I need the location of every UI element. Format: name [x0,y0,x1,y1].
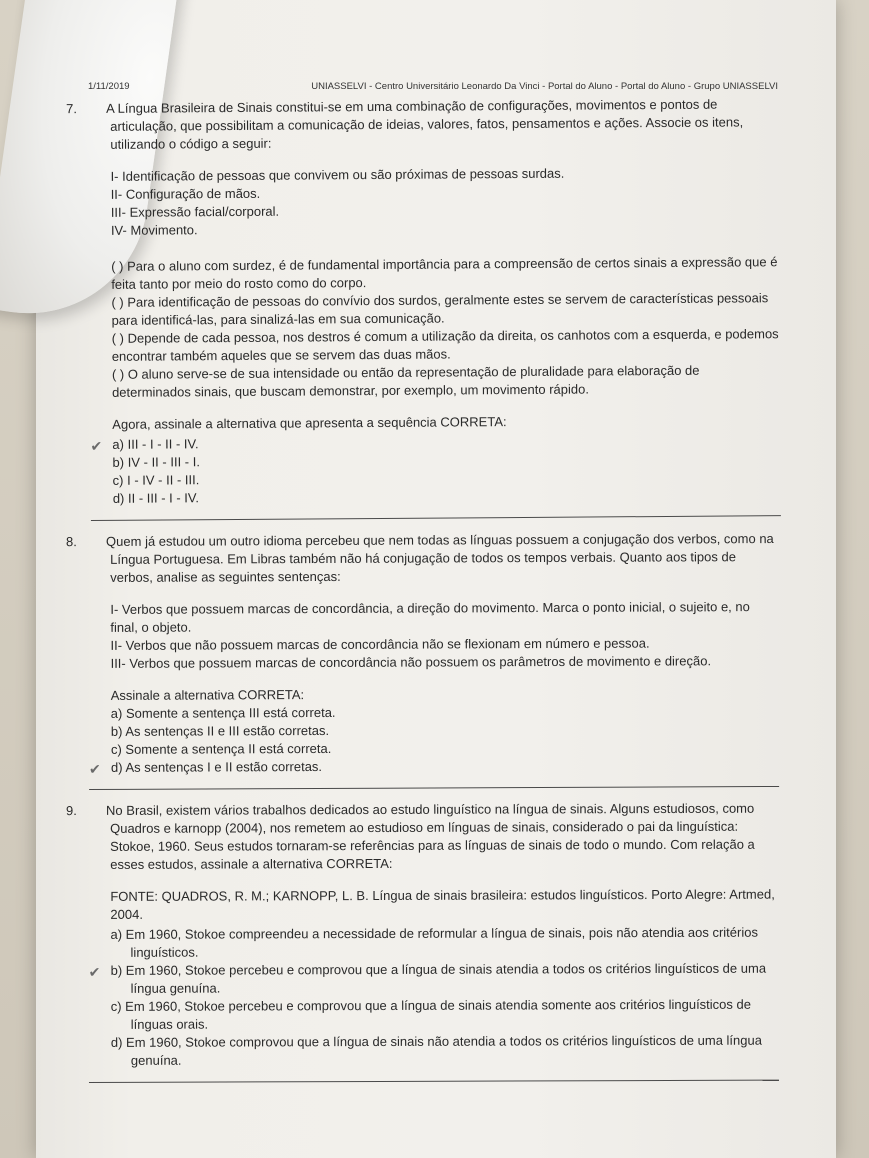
page-content [66,78,779,1095]
question-9-options [88,924,778,1070]
question-7 [66,95,781,521]
question-number: 8. [66,534,77,550]
question-8-options [89,702,779,777]
option-text: b) Em 1960, Stokoe percebeu e comprovou que a língua de sinais atendia a todos os critérios linguísticos de uma língua genuína. [110,960,767,996]
question-7-items [88,163,778,240]
option-text: c) Somente a sentença II está correta. [110,740,332,757]
option-d [88,756,779,777]
option-text: c) Em 1960, Stokoe percebeu e comprovou que a língua de sinais atendia somente aos critérios linguísticos de línguas orais. [110,996,752,1032]
option-d [111,1032,779,1070]
stem-text: A Língua Brasileira de Sinais constitui-se em uma combinação de configurações, movimentos e pontos de articulação, que possibilitam a comunicação de ideias, valores, fatos, pensamentos e ações. Associe os itens, utilizando o código a seguir: [106,96,744,152]
question-8 [66,530,779,790]
statement: ( ) Depende de cada pessoa, nos destros é comum a utilização da direita, os canhotos com a esquerda, e podemos encontrar também aqueles que se servem das duas mãos. [111,326,779,364]
separator-line [91,515,781,521]
option-text: b) IV - II - III - I. [112,454,200,470]
option-a [110,924,778,962]
sentence: II- Verbos que não possuem marcas de concordância não se flexionam em número e pessoa. [110,635,650,653]
option-b [88,960,779,998]
statement: ( ) O aluno serve-se de sua intensidade ou então da representação de pluralidade para elaboração de determinados sinais, que buscam demonstrar, por exemplo, um movimento rápido. [111,362,700,400]
question-8-prompt: Assinale a alternativa CORRETA: [110,687,305,703]
separator-line [89,786,779,790]
option-text: a) III - I - II - IV. [112,436,199,452]
sentence: III- Verbos que possuem marcas de concordância não possuem os parâmetros de movimento e direção. [110,653,712,671]
option-text: a) Somente a sentença III está correta. [110,704,336,721]
question-8-stem [66,530,778,587]
option-text: c) I - IV - II - III. [112,472,200,488]
check-mark-icon: ✔ [90,437,103,454]
check-mark-icon: ✔ [88,760,101,777]
option-text: b) As sentenças II e III estão corretas. [110,722,330,739]
question-9 [66,800,779,1083]
item: II- Configuração de mãos. [110,185,261,202]
item: I- Identificação de pessoas que convivem ou são próximas de pessoas surdas. [110,165,565,184]
item: IV- Movimento. [110,222,198,238]
item: III- Expressão facial/corporal. [110,203,280,220]
option-d [113,485,781,508]
question-9-source: FONTE: QUADROS, R. M.; KARNOPP, L. B. Língua de sinais brasileira: estudos linguísticos. Porto Alegre: Artmed, 2004. [110,886,775,922]
option-text: d) As sentenças I e II estão corretas. [110,758,323,775]
statement: ( ) Para identificação de pessoas do convívio dos surdos, geralmente estes se servem de características pessoais para identificá-las, para sinalizá-las em sua comunicação. [111,290,769,328]
question-7-statements [89,253,780,402]
portal-title: UNIASSELVI - Centro Universitário Leonardo Da Vinci - Portal do Aluno - Portal do Aluno - Grupo UNIASSELVI [311,81,778,92]
option-text: d) Em 1960, Stokoe comprovou que a língua de sinais não atendia a todos os critérios linguísticos de uma língua genuína. [110,1032,762,1068]
option-c [111,996,779,1034]
question-7-stem [66,95,778,154]
question-9-stem [66,800,778,874]
option-text: a) Em 1960, Stokoe compreendeu a necessidade de reformular a língua de sinais, pois não atendia aos critérios linguísticos. [110,924,758,960]
stem-text: No Brasil, existem vários trabalhos dedicados ao estudo linguístico na língua de sinais. Alguns estudiosos, como Quadros e karnopp (2004), nos remetem ao estudioso em línguas de sinais, considerado o pai da linguística: Stokoe, 1960. Seus estudos tornaram-se referências para as línguas de sinais de todo o mundo. Com relação a esses estudos, assinale a alternativa CORRETA: [106,800,755,872]
print-date: 1/11/2019 [88,81,130,92]
stem-text: Quem já estudou um outro idioma percebeu que nem todas as línguas possuem a conjugação dos verbos, como na Língua Portuguesa. Em Libras também não há conjugação de todos os tempos verbais. Quanto aos tipos de verbos, analise as seguintes sentenças: [106,531,774,585]
separator-line [89,1080,779,1083]
check-mark-icon: ✔ [88,963,101,980]
question-7-options [90,431,780,508]
option-text: d) II - III - I - IV. [112,490,200,506]
question-7-prompt: Agora, assinale a alternativa que apresenta a sequência CORRETA: [112,414,507,432]
sentence: I- Verbos que possuem marcas de concordância, a direção do movimento. Marca o ponto inicial, o sujeito e, no final, o objeto. [110,599,750,635]
question-number: 9. [66,803,77,819]
statement: ( ) Para o aluno com surdez, é de fundamental importância para a compreensão de certos sinais a expressão que é feita tanto por meio do rosto como do corpo. [111,254,778,292]
question-number: 7. [66,101,77,117]
question-8-sentences [88,598,778,673]
page-header [88,78,778,96]
